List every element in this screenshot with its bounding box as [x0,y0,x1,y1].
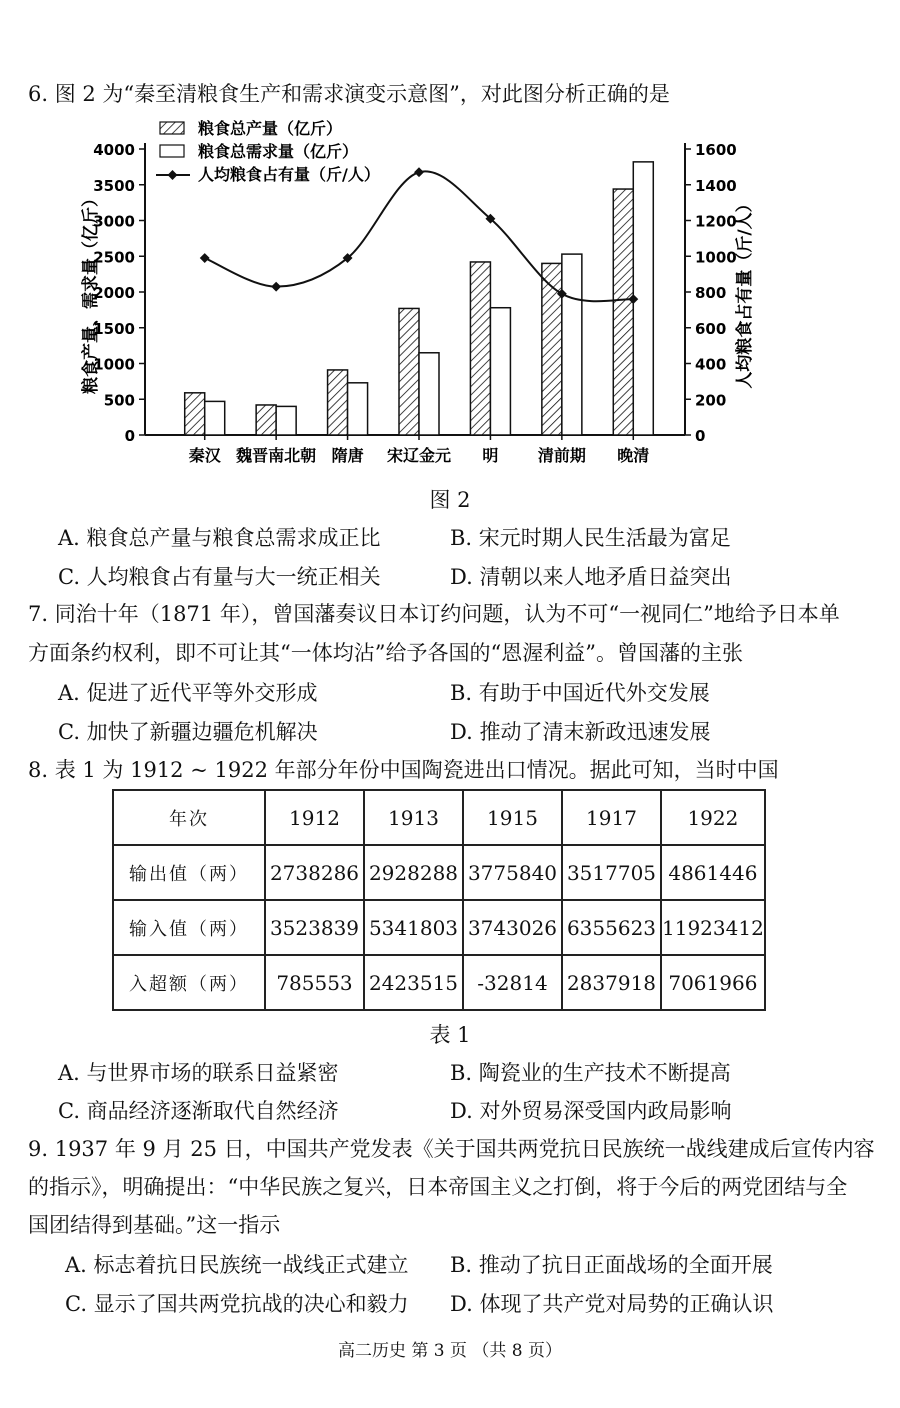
q8-option-b: B. 陶瓷业的生产技术不断提高 [450,1061,731,1085]
x-tick-label: 晚清 [617,446,650,465]
question-6-stem: 6. 图 2 为“秦至清粮食生产和需求演变示意图”，对此图分析正确的是 [28,82,670,106]
legend-swatch-marker [168,170,178,180]
bar-production [328,370,348,435]
chart-bars [185,162,654,435]
table-cell: 2928288 [364,845,463,900]
question-7-stem-line1: 7. 同治十年（1871 年），曾国藩奏议日本订约问题，认为不可“一视同仁”地给予日本单 [28,602,840,626]
y-axis-label-left: 粮食产量、需求量（亿斤） [81,190,101,394]
table-cell: 7061966 [661,955,765,1010]
y-tick-label-left: 2500 [93,248,135,267]
x-tick-label: 魏晋南北朝 [236,446,317,465]
question-7-stem-line2: 方面条约权利，即不可让其“一体均沾”给予各国的“恩渥利益”。曾国藩的主张 [28,641,743,665]
bar-demand [419,353,439,435]
q9-option-c: C. 显示了国共两党抗战的决心和毅力 [65,1292,409,1316]
table-header-cell: 1912 [265,790,364,845]
legend-label: 粮食总需求量（亿斤） [198,142,359,161]
q8-option-d: D. 对外贸易深受国内政局影响 [450,1099,732,1123]
q7-option-b: B. 有助于中国近代外交发展 [450,681,710,705]
y-tick-label-right: 600 [695,319,727,338]
table-cell: 3775840 [463,845,562,900]
table-cell: 3517705 [562,845,661,900]
bar-production [185,393,205,435]
table-header-cell: 1917 [562,790,661,845]
y-tick-label-right: 800 [695,284,727,302]
bar-production [399,308,419,435]
q6-option-b: B. 宋元时期人民生活最为富足 [450,526,731,550]
per-capita-point [271,282,281,292]
bar-demand [348,383,368,435]
question-9-stem-line3: 国团结得到基础。”这一指示 [28,1213,281,1237]
table-row-label: 输出值（两） [113,845,265,900]
table-1-caption: 表 1 [429,1023,471,1047]
legend-swatch-demand [160,145,184,157]
table-cell: 5341803 [364,900,463,955]
table-cell: 2423515 [364,955,463,1010]
q6-option-d: D. 清朝以来人地矛盾日益突出 [450,565,732,589]
legend-label: 人均粮食占有量（斤/人） [198,165,380,184]
page-footer: 高二历史 第 3 页 （共 8 页） [337,1341,563,1361]
figure-2-caption: 图 2 [429,488,471,512]
table-row [113,845,765,900]
question-9-stem-line1: 9. 1937 年 9 月 25 日，中国共产党发表《关于国共两党抗日民族统一战线建成后宣传内容 [28,1137,875,1161]
q8-option-a: A. 与世界市场的联系日益紧密 [58,1061,339,1085]
x-tick-label: 秦汉 [188,446,221,465]
x-tick-label: 隋唐 [331,446,364,465]
table-cell: 4861446 [661,845,765,900]
bar-demand [276,406,296,435]
q6-option-a: A. 粮食总产量与粮食总需求成正比 [58,526,381,550]
table-cell: 11923412 [661,900,765,955]
bar-production [613,189,633,435]
legend-swatch-production [160,122,184,134]
grain-chart [60,118,760,478]
y-tick-label-left: 1000 [93,355,135,374]
y-tick-label-right: 1400 [695,176,737,195]
x-tick-label: 宋辽金元 [386,446,452,465]
table-header-cell: 年次 [113,790,265,845]
bar-production [256,405,276,435]
legend-label: 粮食总产量（亿斤） [198,119,343,138]
y-tick-label-right: 1200 [695,212,737,231]
table-cell: 3523839 [265,900,364,955]
bar-production [470,262,490,435]
x-tick-label: 明 [482,446,499,465]
y-tick-label-right: 0 [695,427,706,445]
y-tick-label-left: 3000 [93,212,135,231]
question-8-stem: 8. 表 1 为 1912 ~ 1922 年部分年份中国陶瓷进出口情况。据此可知，当时中国 [28,758,779,782]
x-tick-label: 清前期 [537,446,586,465]
per-capita-point [200,253,210,263]
q9-option-b: B. 推动了抗日正面战场的全面开展 [450,1253,773,1277]
table-header-cell: 1922 [661,790,765,845]
q9-option-d: D. 体现了共产党对局势的正确认识 [450,1292,774,1316]
table-row-label: 输入值（两） [113,900,265,955]
y-tick-label-left: 1500 [93,319,135,338]
per-capita-point [414,167,424,177]
table-cell: 785553 [265,955,364,1010]
table-cell: 2837918 [562,955,661,1010]
y-tick-label-left: 4000 [93,141,135,159]
question-9-stem-line2: 的指示》，明确提出：“中华民族之复兴，日本帝国主义之打倒，将于今后的两党团结与全 [28,1175,848,1199]
y-tick-label-left: 2000 [93,284,135,302]
y-tick-label-right: 200 [695,391,727,410]
table-row [113,955,765,1010]
y-tick-label-left: 500 [103,391,135,410]
table-cell: 6355623 [562,900,661,955]
bar-demand [562,254,582,435]
table-header-row [113,790,765,845]
porcelain-trade-table [112,789,766,1011]
table-cell: 2738286 [265,845,364,900]
chart-legend [156,119,380,184]
table-header-cell: 1913 [364,790,463,845]
q6-option-c: C. 人均粮食占有量与大一统正相关 [58,565,381,589]
y-tick-label-left: 0 [124,427,135,445]
y-tick-label-right: 1000 [695,248,737,267]
table-row [113,900,765,955]
table-cell: -32814 [463,955,562,1010]
q7-option-c: C. 加快了新疆边疆危机解决 [58,720,318,744]
bar-demand [490,308,510,435]
table-row-label: 入超额（两） [113,955,265,1010]
y-tick-label-right: 1600 [695,141,737,159]
q8-option-c: C. 商品经济逐渐取代自然经济 [58,1099,339,1123]
y-tick-label-right: 400 [695,355,727,374]
y-axis-label-right: 人均粮食占有量（斤/人） [735,195,755,389]
bar-demand [205,401,225,435]
table-header-cell: 1915 [463,790,562,845]
q9-option-a: A. 标志着抗日民族统一战线正式建立 [65,1253,409,1277]
q7-option-d: D. 推动了清末新政迅速发展 [450,720,711,744]
y-tick-label-left: 3500 [93,176,135,195]
table-cell: 3743026 [463,900,562,955]
q7-option-a: A. 促进了近代平等外交形成 [58,681,318,705]
bar-production [542,263,562,435]
